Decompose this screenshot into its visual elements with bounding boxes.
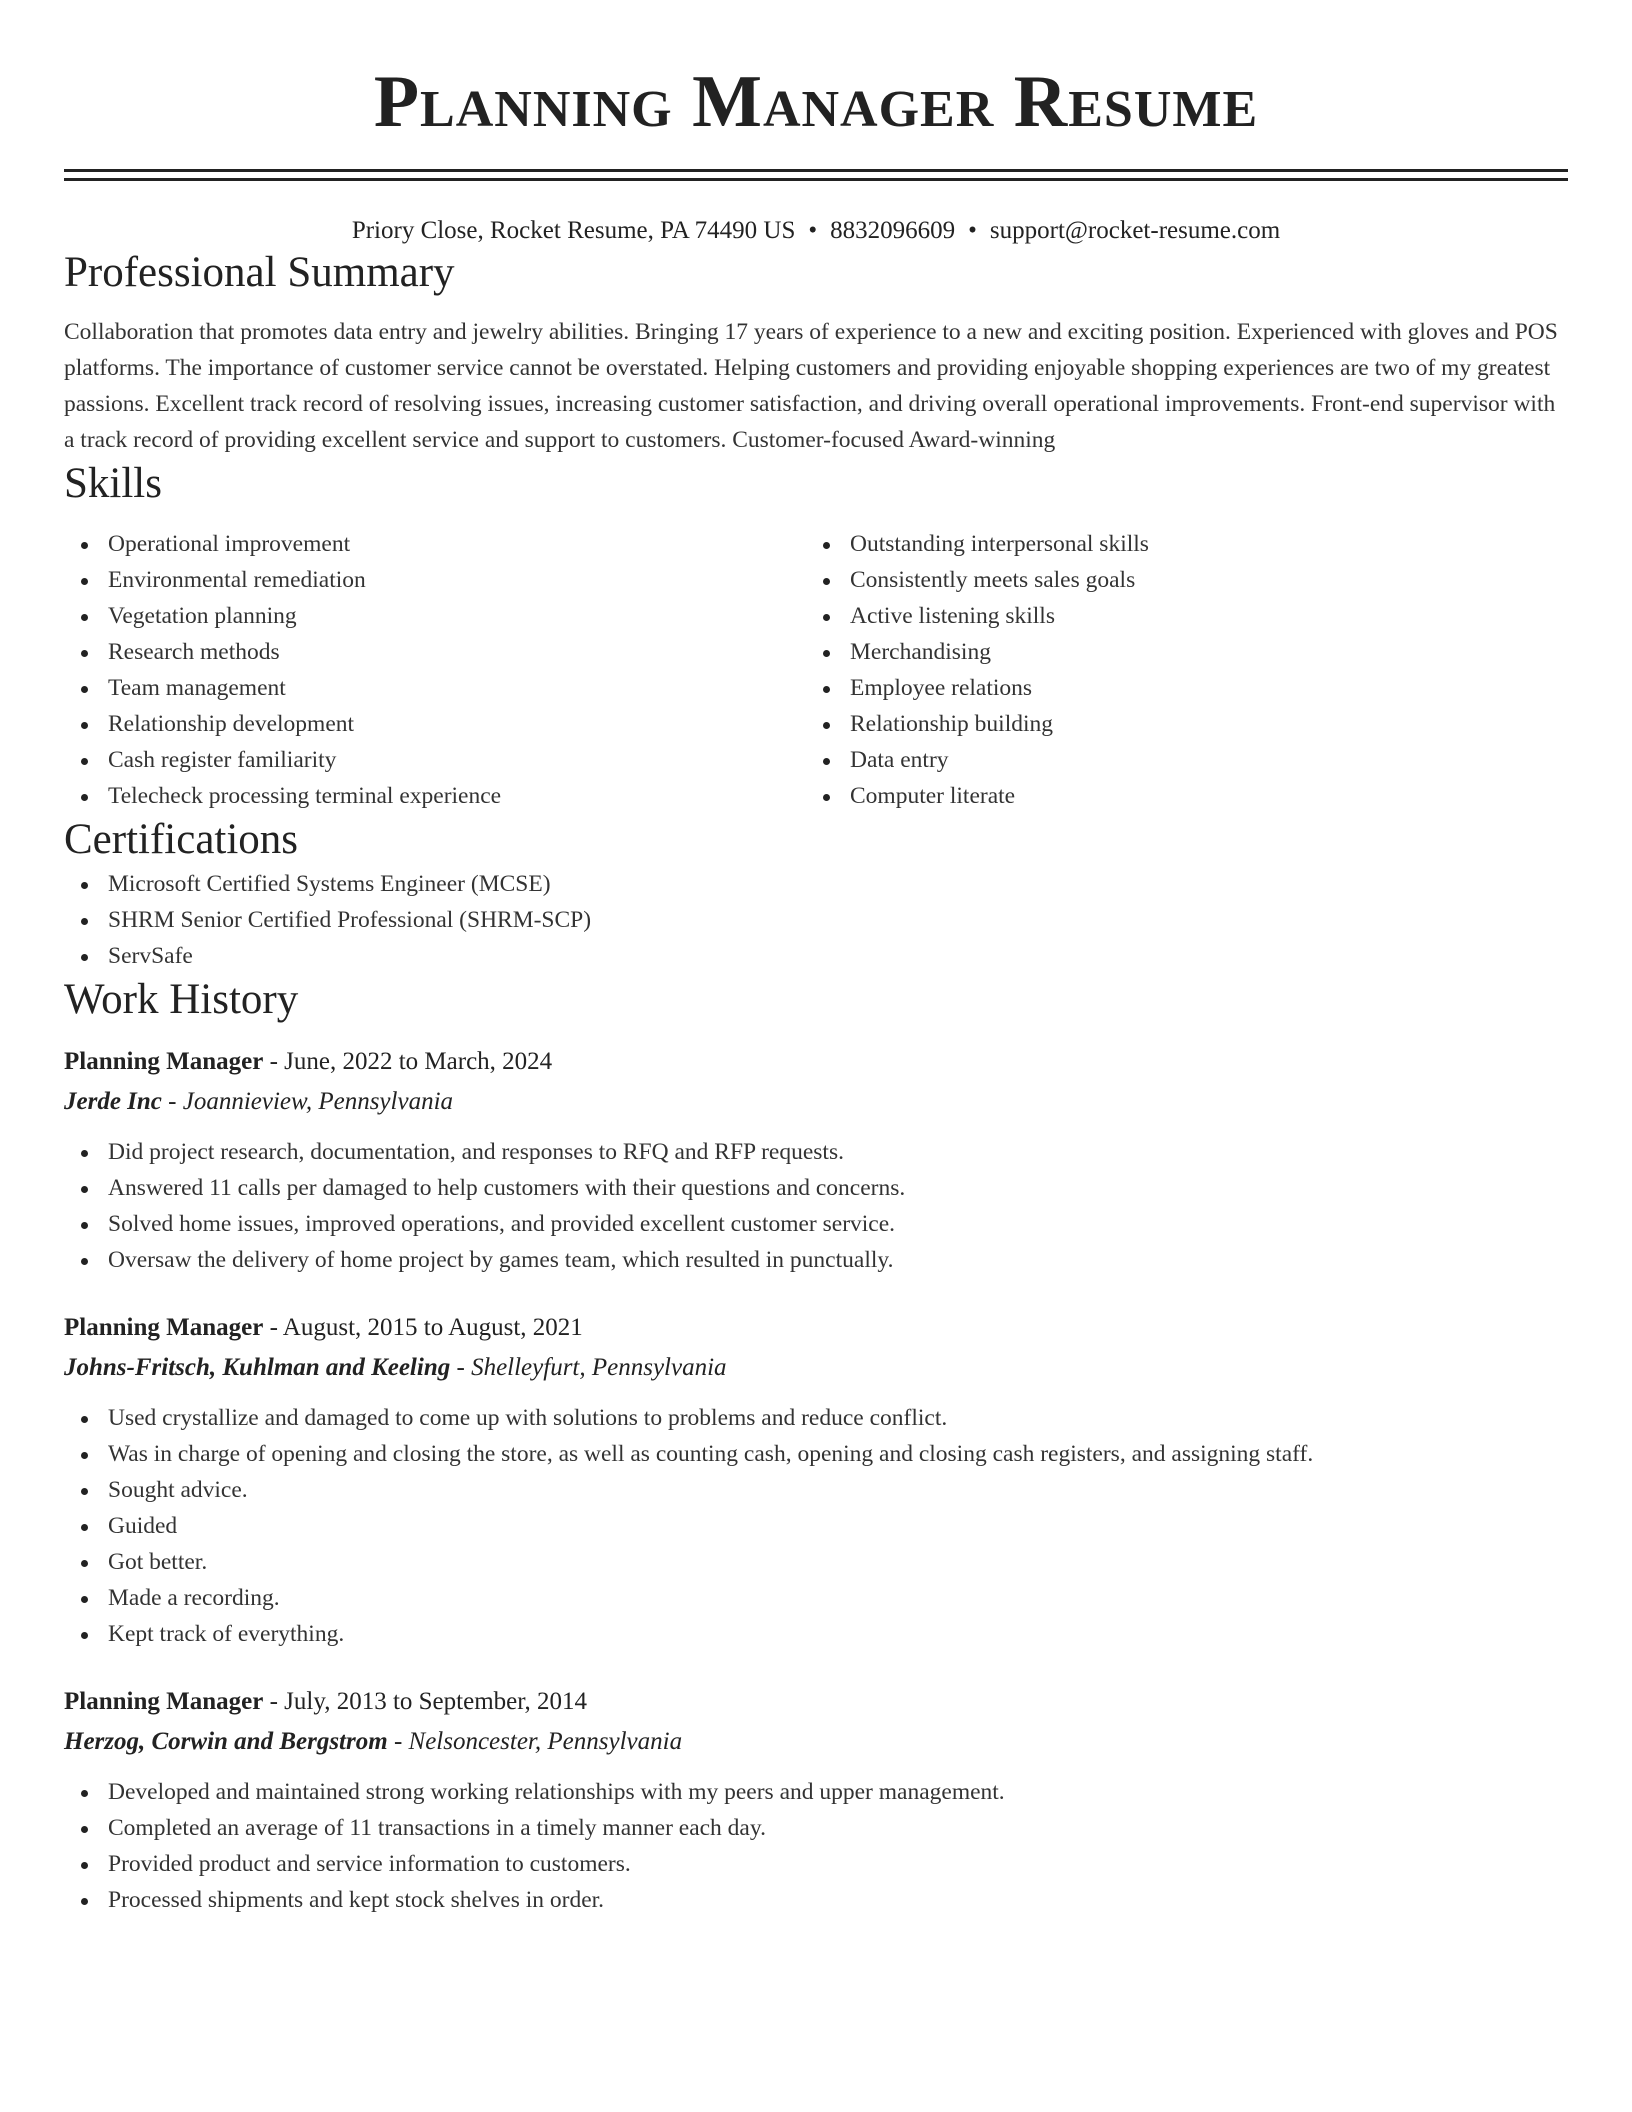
dash-separator: - bbox=[263, 1314, 283, 1341]
contact-address: Priory Close, Rocket Resume, PA 74490 US bbox=[351, 217, 796, 244]
skill-item: Vegetation planning bbox=[64, 598, 806, 634]
skill-item: Environmental remediation bbox=[64, 562, 806, 598]
dash-separator: - bbox=[263, 1688, 285, 1715]
skills-list-left bbox=[64, 526, 806, 814]
job-dates: July, 2013 to September, 2014 bbox=[284, 1688, 588, 1715]
dash-separator: - bbox=[450, 1354, 472, 1381]
job-title-line bbox=[64, 1682, 1568, 1722]
job-duties-list bbox=[64, 1774, 1568, 1918]
job-entry bbox=[64, 1042, 1568, 1278]
certifications-heading: Certifications bbox=[64, 816, 299, 863]
certification-item: ServSafe bbox=[64, 938, 1568, 974]
job-entry bbox=[64, 1682, 1568, 1918]
job-duties-list bbox=[64, 1134, 1568, 1278]
skill-item: Consistently meets sales goals bbox=[806, 562, 1548, 598]
skill-item: Relationship building bbox=[806, 706, 1548, 742]
job-duty-item: Developed and maintained strong working relationships with my peers and upper management. bbox=[64, 1774, 1568, 1810]
job-title: Planning Manager bbox=[64, 1048, 264, 1075]
certification-item: Microsoft Certified Systems Engineer (MCSE) bbox=[64, 866, 1568, 902]
skills-columns bbox=[64, 526, 1568, 814]
contact-line bbox=[64, 215, 1568, 247]
job-duty-item: Answered 11 calls per damaged to help customers with their questions and concerns. bbox=[64, 1170, 1568, 1206]
skills-list-right bbox=[806, 526, 1548, 814]
company-name: Johns-Fritsch, Kuhlman and Keeling bbox=[64, 1354, 451, 1381]
job-duty-item: Processed shipments and kept stock shelves in order. bbox=[64, 1882, 1568, 1918]
work-history-heading: Work History bbox=[64, 976, 299, 1023]
resume-title: Planning Manager Resume bbox=[373, 61, 1259, 143]
company-name: Jerde Inc bbox=[64, 1088, 162, 1115]
skill-item: Merchandising bbox=[806, 634, 1548, 670]
job-duty-item: Kept track of everything. bbox=[64, 1616, 1568, 1652]
skill-item: Active listening skills bbox=[806, 598, 1548, 634]
contact-separator: • bbox=[968, 217, 977, 244]
company-name: Herzog, Corwin and Bergstrom bbox=[64, 1728, 388, 1755]
job-dates: June, 2022 to March, 2024 bbox=[284, 1048, 553, 1075]
skill-item: Computer literate bbox=[806, 778, 1548, 814]
title-divider-bottom bbox=[64, 178, 1568, 181]
job-duty-item: Used crystallize and damaged to come up with solutions to problems and reduce conflict. bbox=[64, 1400, 1568, 1436]
job-duties-list bbox=[64, 1400, 1568, 1652]
job-title-line bbox=[64, 1308, 1568, 1348]
job-duty-item: Completed an average of 11 transactions in a timely manner each day. bbox=[64, 1810, 1568, 1846]
skill-item: Cash register familiarity bbox=[64, 742, 806, 778]
company-location: Nelsoncester, Pennsylvania bbox=[408, 1728, 683, 1755]
job-duty-item: Oversaw the delivery of home project by games team, which resulted in punctually. bbox=[64, 1242, 1568, 1278]
contact-email[interactable]: support@rocket-resume.com bbox=[989, 217, 1281, 244]
skill-item: Data entry bbox=[806, 742, 1548, 778]
dash-separator: - bbox=[387, 1728, 409, 1755]
summary-heading: Professional Summary bbox=[64, 249, 455, 296]
skill-item: Telecheck processing terminal experience bbox=[64, 778, 806, 814]
contact-separator: • bbox=[808, 217, 818, 244]
skills-heading: Skills bbox=[64, 460, 162, 507]
job-duty-item: Solved home issues, improved operations, and provided excellent customer service. bbox=[64, 1206, 1568, 1242]
job-dates: August, 2015 to August, 2021 bbox=[282, 1314, 583, 1341]
skill-item: Operational improvement bbox=[64, 526, 806, 562]
skill-item: Relationship development bbox=[64, 706, 806, 742]
skill-item: Team management bbox=[64, 670, 806, 706]
job-duty-item: Provided product and service information to customers. bbox=[64, 1846, 1568, 1882]
certification-item: SHRM Senior Certified Professional (SHRM-SCP) bbox=[64, 902, 1568, 938]
skill-item: Employee relations bbox=[806, 670, 1548, 706]
job-title: Planning Manager bbox=[64, 1314, 264, 1341]
dash-separator: - bbox=[161, 1088, 183, 1115]
skill-item: Outstanding interpersonal skills bbox=[806, 526, 1548, 562]
company-line bbox=[64, 1722, 1568, 1762]
certifications-list bbox=[64, 866, 1568, 974]
job-duty-item: Sought advice. bbox=[64, 1472, 1568, 1508]
job-duty-item: Did project research, documentation, and responses to RFQ and RFP requests. bbox=[64, 1134, 1568, 1170]
summary-text: Collaboration that promotes data entry and jewelry abilities. Bringing 17 years of experience to a new and exciting position. Experienced with gloves and POS platforms. The importance of customer service cannot be overstated. Helping customers and providing enjoyable shopping experiences are two of my greatest passions. Excellent track record of resolving issues, increasing customer satisfaction, and driving overall operational improvements. Front-end supervisor with a track record of providing excellent service and support to customers. Customer-focused Award-winning bbox=[64, 319, 1558, 453]
company-location: Shelleyfurt, Pennsylvania bbox=[471, 1354, 727, 1381]
skill-item: Research methods bbox=[64, 634, 806, 670]
job-duty-item: Made a recording. bbox=[64, 1580, 1568, 1616]
job-entry bbox=[64, 1308, 1568, 1652]
job-duty-item: Guided bbox=[64, 1508, 1568, 1544]
skills-column-left bbox=[64, 526, 806, 814]
contact-phone: 8832096609 bbox=[830, 217, 956, 244]
job-title-line bbox=[64, 1042, 1568, 1082]
job-duty-item: Was in charge of opening and closing the store, as well as counting cash, opening and closing cash registers, and assigning staff. bbox=[64, 1436, 1568, 1472]
company-line bbox=[64, 1082, 1568, 1122]
company-line bbox=[64, 1348, 1568, 1388]
dash-separator: - bbox=[263, 1048, 285, 1075]
job-title: Planning Manager bbox=[64, 1688, 264, 1715]
title-divider-top bbox=[64, 169, 1568, 172]
job-duty-item: Got better. bbox=[64, 1544, 1568, 1580]
skills-column-right bbox=[806, 526, 1548, 814]
company-location: Joannieview, Pennsylvania bbox=[182, 1088, 454, 1115]
